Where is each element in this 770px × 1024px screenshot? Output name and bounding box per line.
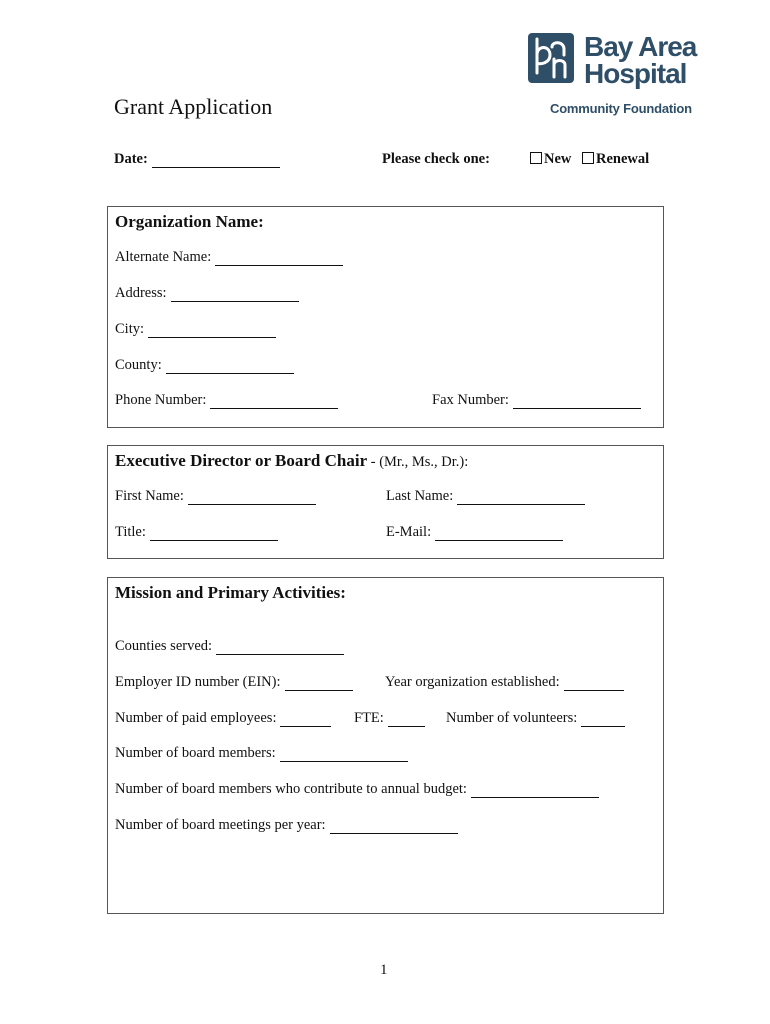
- phone-blank[interactable]: [210, 394, 338, 409]
- counties-served-blank[interactable]: [216, 640, 344, 655]
- director-title-field[interactable]: [115, 524, 278, 541]
- date-label: Date:: [114, 151, 148, 167]
- date-blank[interactable]: [152, 153, 280, 168]
- board-members-field[interactable]: [115, 745, 408, 762]
- ein-label: Employer ID number (EIN):: [115, 674, 281, 690]
- city-field[interactable]: [115, 321, 276, 338]
- page-number: 1: [380, 962, 388, 978]
- organization-heading: Organization Name:: [115, 212, 264, 231]
- board-members-blank[interactable]: [280, 747, 408, 762]
- volunteers-label: Number of volunteers:: [446, 710, 578, 726]
- board-contribute-blank[interactable]: [471, 783, 599, 798]
- fte-field[interactable]: [354, 710, 425, 727]
- year-established-field[interactable]: [385, 674, 624, 691]
- paid-employees-label: Number of paid employees:: [115, 710, 277, 726]
- foundation-logo: [528, 33, 728, 125]
- option-renewal-label: Renewal: [596, 151, 650, 167]
- ein-blank[interactable]: [285, 676, 353, 691]
- logo-text-line1: Bay Area: [584, 31, 697, 62]
- counties-served-label: Counties served:: [115, 638, 213, 654]
- fte-label: FTE:: [354, 710, 384, 726]
- page-title: Grant Application: [114, 94, 273, 119]
- date-field[interactable]: [114, 151, 280, 168]
- director-title-label: Title:: [115, 524, 146, 540]
- board-meetings-field[interactable]: [115, 817, 458, 834]
- board-members-label: Number of board members:: [115, 745, 276, 761]
- alternate-name-field[interactable]: [115, 249, 343, 266]
- address-field[interactable]: [115, 285, 299, 302]
- director-heading-row: [115, 451, 468, 471]
- check-one-label: Please check one:: [382, 151, 490, 167]
- address-label: Address:: [115, 285, 167, 301]
- option-new-label: New: [544, 151, 572, 167]
- fax-label: Fax Number:: [432, 392, 509, 408]
- volunteers-blank[interactable]: [581, 712, 625, 727]
- last-name-blank[interactable]: [457, 490, 585, 505]
- last-name-field[interactable]: [386, 488, 585, 505]
- fax-field[interactable]: [432, 392, 641, 409]
- logo-subtitle: Community Foundation: [550, 101, 692, 116]
- ein-field[interactable]: [115, 674, 353, 691]
- paid-employees-field[interactable]: [115, 710, 331, 727]
- paid-employees-blank[interactable]: [280, 712, 331, 727]
- fax-blank[interactable]: [513, 394, 641, 409]
- alternate-name-blank[interactable]: [215, 251, 343, 266]
- board-meetings-blank[interactable]: [330, 819, 458, 834]
- phone-label: Phone Number:: [115, 392, 207, 408]
- email-blank[interactable]: [435, 526, 563, 541]
- first-name-field[interactable]: [115, 488, 316, 505]
- volunteers-field[interactable]: [446, 710, 625, 727]
- first-name-label: First Name:: [115, 488, 184, 504]
- county-label: County:: [115, 357, 162, 373]
- director-section: [107, 445, 664, 559]
- email-field[interactable]: [386, 524, 563, 541]
- hospital-logo-icon: [528, 33, 574, 83]
- mission-section: [107, 577, 664, 914]
- county-field[interactable]: [115, 357, 294, 374]
- city-label: City:: [115, 321, 145, 337]
- year-established-blank[interactable]: [564, 676, 624, 691]
- organization-section: [107, 206, 664, 428]
- alternate-name-label: Alternate Name:: [115, 249, 212, 265]
- mission-heading: Mission and Primary Activities:: [115, 583, 346, 602]
- phone-field[interactable]: [115, 392, 338, 409]
- first-name-blank[interactable]: [188, 490, 316, 505]
- board-contribute-field[interactable]: [115, 781, 599, 798]
- board-meetings-label: Number of board meetings per year:: [115, 817, 326, 833]
- year-established-label: Year organization established:: [385, 674, 560, 690]
- counties-served-field[interactable]: [115, 638, 344, 655]
- new-checkbox[interactable]: [530, 152, 542, 164]
- director-heading: Executive Director or Board Chair: [115, 451, 368, 470]
- director-heading-suffix: - (Mr., Ms., Dr.):: [367, 454, 469, 470]
- board-contribute-label: Number of board members who contribute to annual budget:: [115, 781, 467, 797]
- fte-blank[interactable]: [388, 712, 425, 727]
- county-blank[interactable]: [166, 359, 294, 374]
- option-new[interactable]: [530, 151, 571, 168]
- email-label: E-Mail:: [386, 524, 432, 540]
- renewal-checkbox[interactable]: [582, 152, 594, 164]
- city-blank[interactable]: [148, 323, 276, 338]
- last-name-label: Last Name:: [386, 488, 454, 504]
- director-title-blank[interactable]: [150, 526, 278, 541]
- logo-text-line2: Hospital: [584, 58, 687, 89]
- option-renewal[interactable]: [582, 151, 649, 168]
- address-blank[interactable]: [171, 287, 299, 302]
